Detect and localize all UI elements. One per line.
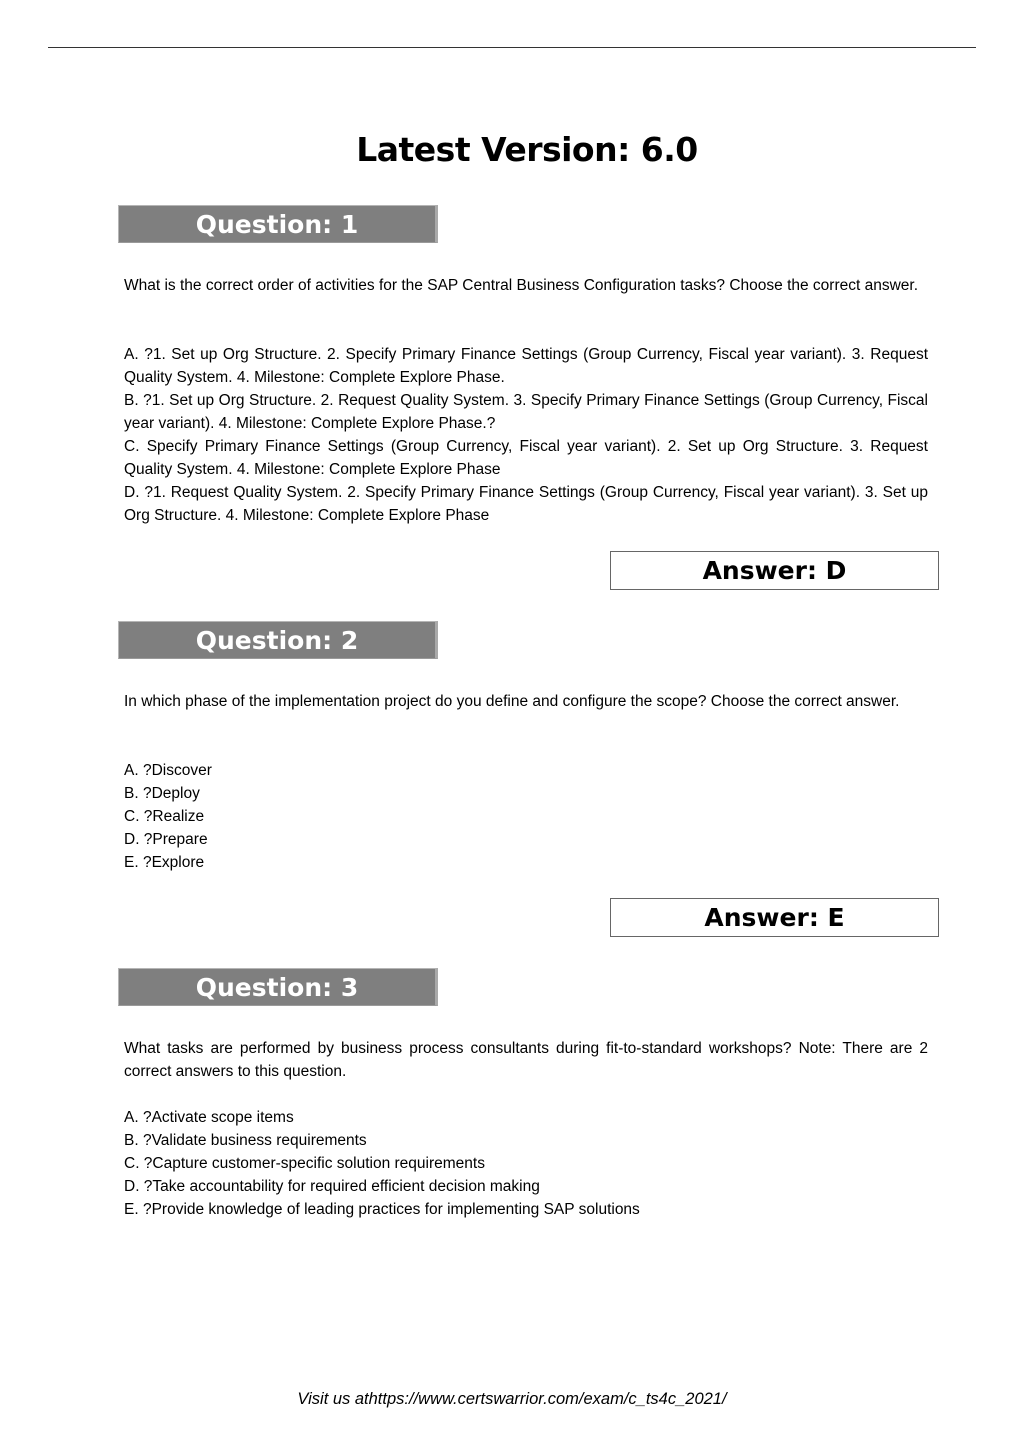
question-3-option-d: D. ?Take accountability for required efficient decision making: [124, 1178, 540, 1195]
question-3-option-e: E. ?Provide knowledge of leading practices for implementing SAP solutions: [124, 1201, 640, 1218]
question-1-option-c: C. Specify Primary Finance Settings (Group Currency, Fiscal year variant). 2. Set up Org Structure. 3. Request Quality System. 4. Milestone: Complete Explore Phase: [124, 438, 928, 478]
question-1-text: What is the correct order of activities for the SAP Central Business Configuration tasks? Choose the correct answer.: [124, 277, 919, 294]
question-3-option-c: C. ?Capture customer-specific solution requirements: [124, 1155, 485, 1172]
question-3-text: What tasks are performed by business process consultants during fit-to-standard workshops? Note: There are 2 correct answers to this question.: [124, 1040, 928, 1080]
question-1-answer: Answer: D: [610, 551, 939, 590]
question-2-option-c: C. ?Realize: [124, 808, 205, 825]
document-title: Latest Version: 6.0: [356, 130, 698, 169]
question-1-option-b: B. ?1. Set up Org Structure. 2. Request Quality System. 3. Specify Primary Finance Settings (Group Currency, Fiscal year variant). 4. Milestone: Complete Explore Phase.?: [124, 392, 928, 432]
question-2-options: [124, 759, 928, 874]
header-rule: [48, 47, 976, 48]
question-2-answer: Answer: E: [610, 898, 939, 937]
question-3-option-a: A. ?Activate scope items: [124, 1109, 294, 1126]
question-2-option-d: D. ?Prepare: [124, 831, 208, 848]
question-1-header: Question: 1: [118, 205, 438, 243]
question-1-option-a: A. ?1. Set up Org Structure. 2. Specify Primary Finance Settings (Group Currency, Fiscal year variant). 3. Request Quality System. 4. Milestone: Complete Explore Phase.: [124, 346, 928, 386]
question-3-options: [124, 1106, 928, 1221]
question-1-option-d: D. ?1. Request Quality System. 2. Specify Primary Finance Settings (Group Currency, Fiscal year variant). 3. Set up Org Structure. 4. Milestone: Complete Explore Phase: [124, 484, 928, 524]
question-2-option-b: B. ?Deploy: [124, 785, 200, 802]
footer-link-text: Visit us athttps://www.certswarrior.com/exam/c_ts4c_2021/: [297, 1390, 727, 1408]
question-3-option-b: B. ?Validate business requirements: [124, 1132, 367, 1149]
question-3-header: Question: 3: [118, 968, 438, 1006]
question-2-option-a: A. ?Discover: [124, 762, 212, 779]
question-2-header: Question: 2: [118, 621, 438, 659]
question-1-options: [124, 343, 928, 527]
question-2-option-e: E. ?Explore: [124, 854, 205, 871]
question-2-text: In which phase of the implementation project do you define and configure the scope? Choose the correct answer.: [124, 693, 900, 710]
